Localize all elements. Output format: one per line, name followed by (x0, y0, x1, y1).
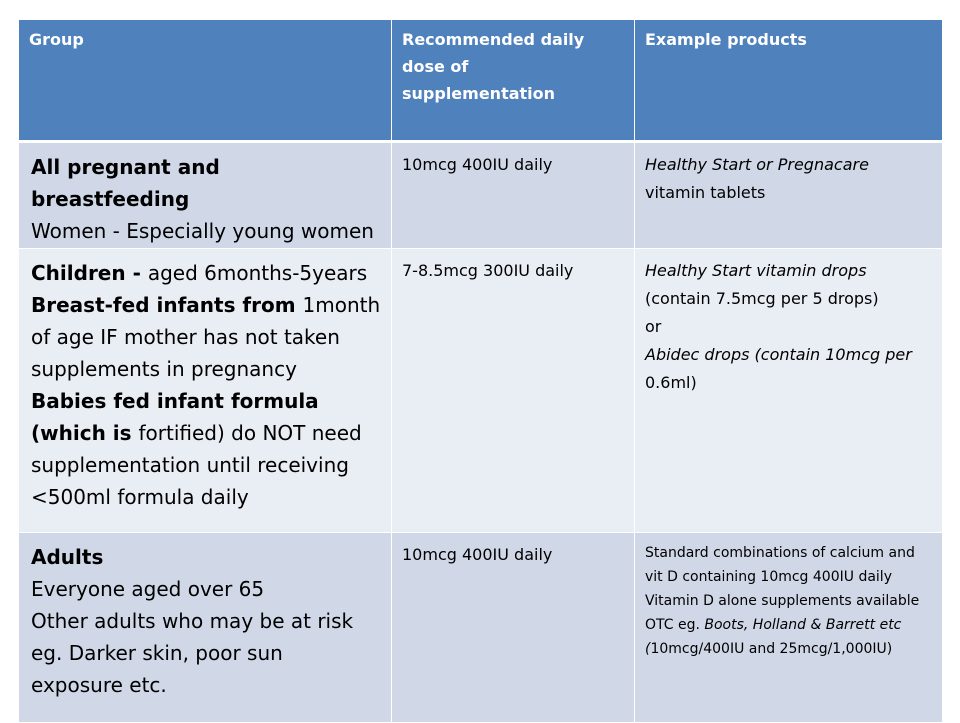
product-line: Abidec drops (contain 10mcg per (645, 345, 912, 364)
table-row (19, 142, 943, 249)
dose-cell: 10mcg 400IU daily (392, 142, 635, 249)
product-strengths: 10mcg/400IU and 25mcg/1,000IU) (650, 641, 893, 657)
table-row (19, 249, 943, 533)
group-title: All pregnant and breastfeeding (31, 155, 220, 211)
group-breastfed: Breast-fed infants from 1month of age IF mother has not taken supplements in pregnancy (31, 293, 381, 381)
group-cell (19, 249, 392, 533)
header-row (19, 20, 943, 142)
group-formula: Babies fed infant formula (which is fortified) do NOT need supplementation until receiving <500ml formula daily (31, 389, 362, 509)
product-type: vitamin tablets (645, 183, 766, 202)
product-line: Vitamin D alone supplements available OTC eg. (645, 593, 920, 633)
table-row (19, 533, 943, 723)
group-cell (19, 533, 392, 723)
products-cell (635, 142, 943, 249)
header-group: Group (19, 20, 392, 142)
group-cell (19, 142, 392, 249)
product-line: or (645, 317, 662, 336)
product-line: Standard combinations of calcium and vit D containing 10mcg 400IU daily (645, 545, 915, 585)
dose-cell: 10mcg 400IU daily (392, 533, 635, 723)
product-line: Healthy Start vitamin drops (645, 261, 867, 280)
group-title: Adults (31, 545, 104, 569)
group-line: Other adults who may be at risk eg. Darker skin, poor sun exposure etc. (31, 609, 354, 697)
header-dose: Recommended daily dose of supplementation (392, 20, 635, 142)
dose-cell: 7-8.5mcg 300IU daily (392, 249, 635, 533)
products-cell (635, 533, 943, 723)
product-line: 0.6ml) (645, 373, 697, 392)
products-cell (635, 249, 943, 533)
group-line: Everyone aged over 65 (31, 577, 265, 601)
product-retailers: Boots, Holland & Barrett etc ( (645, 617, 902, 657)
vitamin-d-supplementation-table (18, 19, 943, 723)
group-children: Children - aged 6months-5years (31, 261, 368, 285)
group-description: Women - Especially young women (31, 219, 374, 243)
header-products: Example products (635, 20, 943, 142)
product-name: Healthy Start or Pregnacare (645, 155, 869, 174)
product-line: (contain 7.5mcg per 5 drops) (645, 289, 879, 308)
